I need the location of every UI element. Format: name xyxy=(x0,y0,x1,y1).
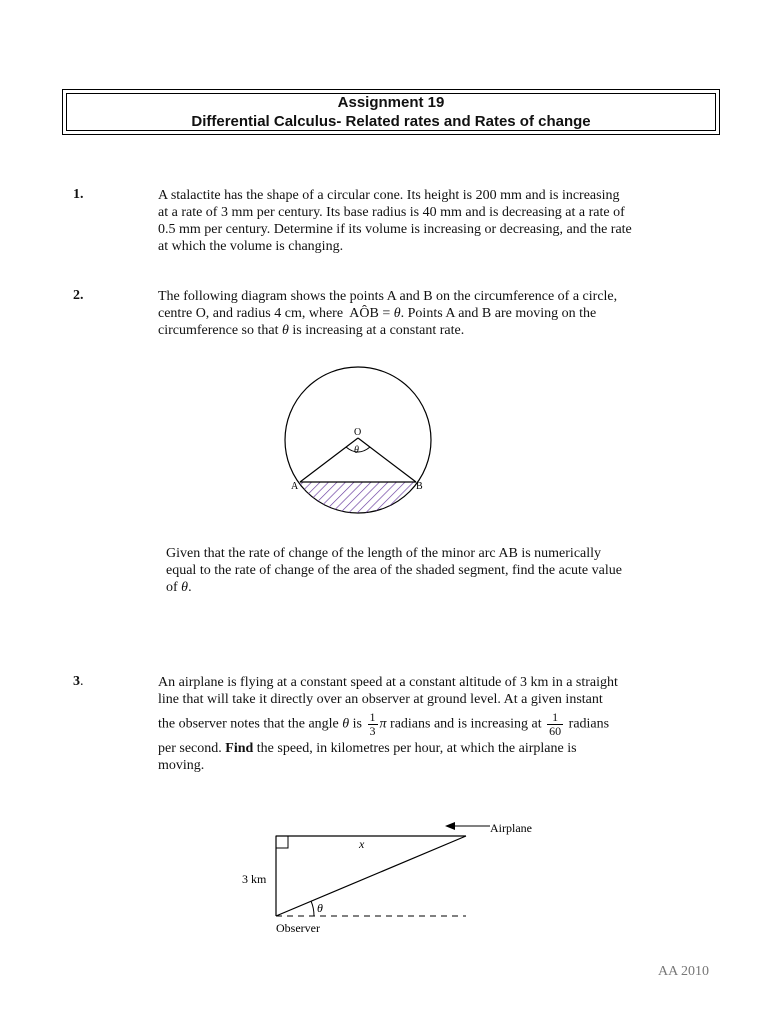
label-height: 3 km xyxy=(242,872,267,886)
label-theta: θ xyxy=(317,901,323,915)
pi-symbol: π xyxy=(379,716,387,732)
line-of-sight xyxy=(276,836,466,916)
find-keyword: Find xyxy=(225,741,254,756)
question-2-text-segment: is increasing at a constant rate. xyxy=(288,323,465,338)
question-1-line: at which the volume is changing. xyxy=(158,239,344,254)
followup-line: equal to the rate of change of the area of the shaded segment, find the acute value xyxy=(166,563,622,578)
fraction-denominator: 3 xyxy=(369,724,376,738)
question-3-text-segment: the observer notes that the angle xyxy=(158,716,343,732)
question-1-line: 0.5 mm per century. Determine if its volume is increasing or decreasing, and the rate xyxy=(158,222,632,237)
question-3-text-segment: per second. xyxy=(158,741,226,756)
theta-arc xyxy=(311,901,314,916)
fraction-one-third xyxy=(368,711,378,738)
radius-oa xyxy=(300,438,358,482)
question-2-text-segment: . Points A and B are moving on the xyxy=(400,306,597,321)
followup-text-segment: . xyxy=(188,580,192,595)
question-1-text xyxy=(158,187,632,255)
angle-aob: AÔB = xyxy=(349,306,394,321)
question-3-text xyxy=(158,674,618,774)
label-theta: θ xyxy=(354,445,359,456)
question-2-number: 2. xyxy=(73,288,84,303)
followup-line xyxy=(166,579,622,596)
footer-credit: AA 2010 xyxy=(658,964,709,979)
question-3-number xyxy=(73,674,84,690)
fraction-numerator: 1 xyxy=(547,711,563,725)
question-3-number-dot: . xyxy=(80,674,84,689)
question-2-text-segment: circumference so that xyxy=(158,323,282,338)
question-1-line: A stalactite has the shape of a circular cone. Its height is 200 mm and is increasing xyxy=(158,188,620,203)
question-3-number-digit: 3 xyxy=(73,674,80,689)
question-3-text-segment: radians and is increasing at xyxy=(386,716,546,732)
fraction-numerator: 1 xyxy=(369,710,376,724)
radius-ob xyxy=(358,438,416,482)
question-3-line: line that will take it directly over an observer at ground level. At a given instant xyxy=(158,692,603,707)
question-2-line xyxy=(158,322,617,339)
title-box xyxy=(62,89,720,135)
question-3-line xyxy=(158,740,618,757)
airplane-arrow-icon xyxy=(445,822,455,830)
question-3-line: moving. xyxy=(158,758,205,773)
question-3-text-segment: radians xyxy=(565,716,610,732)
question-2-text xyxy=(158,288,617,339)
right-angle-mark xyxy=(276,836,288,848)
question-1-number: 1. xyxy=(73,187,84,202)
circle-diagram xyxy=(270,362,450,522)
question-3-line: An airplane is flying at a constant speed at a constant altitude of 3 km in a straight xyxy=(158,675,618,690)
assignment-title: Assignment 19 xyxy=(337,94,445,111)
question-2-line: The following diagram shows the points A and B on the circumference of a circle, xyxy=(158,289,618,304)
label-b: B xyxy=(416,481,423,492)
theta-symbol: θ xyxy=(342,716,350,732)
followup-line: Given that the rate of change of the length of the minor arc AB is numerically xyxy=(166,546,602,561)
followup-text-segment: of xyxy=(166,580,182,595)
label-a: A xyxy=(291,481,299,492)
shaded-segment xyxy=(285,482,435,522)
question-2-followup xyxy=(166,545,622,596)
label-x: x xyxy=(359,837,365,851)
theta-symbol: θ xyxy=(181,580,189,595)
label-observer: Observer xyxy=(276,921,320,935)
title-box-inner xyxy=(66,93,716,131)
question-1-line: at a rate of 3 mm per century. Its base radius is 40 mm and is decreasing at a rate of xyxy=(158,205,625,220)
label-o: O xyxy=(354,427,362,438)
question-3-text-segment: the speed, in kilometres per hour, at which the airplane is xyxy=(253,741,577,756)
theta-symbol: θ xyxy=(393,306,401,321)
theta-symbol: θ xyxy=(282,323,289,338)
fraction-one-sixtieth xyxy=(547,711,563,738)
question-2-line xyxy=(158,305,617,322)
label-airplane: Airplane xyxy=(490,821,532,835)
question-2-text-segment: centre O, and radius 4 cm, where xyxy=(158,306,344,321)
question-3-text-segment: is xyxy=(349,716,366,732)
airplane-diagram xyxy=(230,810,560,940)
question-3-line xyxy=(158,711,618,738)
assignment-subtitle: Differential Calculus- Related rates and Rates of change xyxy=(191,113,591,130)
fraction-denominator: 60 xyxy=(549,724,562,738)
